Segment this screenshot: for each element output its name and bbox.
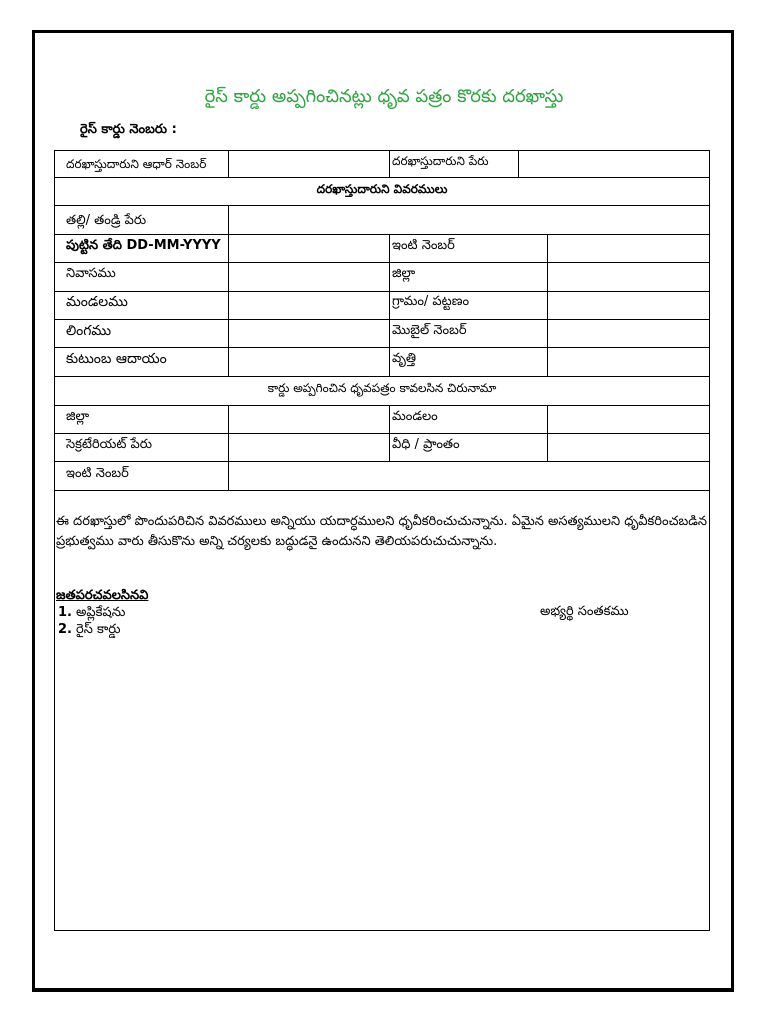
parent-name-label: తల్లి/ తండ్రి పేరు <box>66 213 147 228</box>
gender-label: లింగము <box>66 323 112 339</box>
row-divider <box>54 433 710 434</box>
declaration-text: ఈ దరఖాస్తులో పొందుపరిచిన వివరములు అన్నియు యదార్ధములని ధృవీకరించుచున్నాను. ఏమైన అసత్యములని ధృవీకరించబడిన ప్రభుత్వము వారు తీసుకొను అన్ని చర్యలకు బద్ధుడనై ఉందునని తెలియపరుచుచున్నాను. <box>56 514 707 549</box>
certificate-address-heading: కార్డు అప్పగించిన ధృవపత్రం కావలసిన చిరునామా <box>267 381 497 395</box>
row-divider <box>54 490 710 491</box>
applicant-details-heading: దరఖాస్తుదారుని వివరములు <box>316 182 448 196</box>
row-divider <box>54 205 710 206</box>
column-divider <box>518 150 519 178</box>
row-divider <box>54 234 710 235</box>
street-area-label: వీధి / ప్రాంతం <box>392 437 460 452</box>
enclosure-label: రైస్ కార్డు <box>76 622 121 637</box>
address-house-number-label: ఇంటి నెంబర్ <box>66 466 129 481</box>
residence-label: నివాసము <box>66 266 116 281</box>
column-divider <box>228 405 229 491</box>
secretariat-name-label: సెక్రటేరియట్ పేరు <box>66 437 152 452</box>
column-divider <box>228 150 229 178</box>
column-divider <box>547 234 548 377</box>
enclosure-label: అప్లికేషను <box>76 605 126 620</box>
address-district-label: జిల్లా <box>66 409 90 424</box>
mobile-number-label: మొబైల్ నెంబర్ <box>392 323 467 338</box>
enclosure-item <box>58 605 125 623</box>
applicant-signature-label: అభ్యర్థి సంతకము <box>540 604 629 619</box>
village-label: గ్రామం/ పట్టణం <box>392 294 470 309</box>
aadhar-label: దరఖాస్తుదారుని ఆధార్ నెంబర్ <box>66 157 207 171</box>
occupation-label: వృత్తి <box>392 351 417 366</box>
enclosure-number: 1. <box>58 605 72 620</box>
ration-card-number-label: రైస్ కార్డు నెంబరు : <box>80 122 177 137</box>
column-divider <box>389 234 390 377</box>
row-divider <box>54 319 710 320</box>
enclosures-heading: జతపరచవలసినవి <box>56 588 149 603</box>
row-divider <box>54 461 710 462</box>
applicant-name-label: దరఖాస్తుదారుని పేరు <box>392 154 489 168</box>
enclosure-item <box>58 622 120 640</box>
family-income-label: కుటుంబ ఆదాయం <box>66 351 167 367</box>
address-mandal-label: మండలం <box>392 409 438 424</box>
house-number-label: ఇంటి నెంబర్ <box>392 238 455 253</box>
row-divider <box>54 291 710 292</box>
row-divider <box>54 177 710 178</box>
form-title: రైస్ కార్డు అప్పగించినట్లు ధృవ పత్రం కొరకు దరఖాస్తు <box>204 86 564 107</box>
district-label: జిల్లా <box>392 266 416 281</box>
row-divider <box>54 405 710 406</box>
column-divider <box>389 150 390 178</box>
dob-label: పుట్టిన తేది DD-MM-YYYY <box>66 238 221 253</box>
mandal-label: మండలము <box>66 294 128 310</box>
row-divider <box>54 262 710 263</box>
column-divider <box>389 405 390 462</box>
row-divider <box>54 347 710 348</box>
column-divider <box>547 405 548 462</box>
row-divider <box>54 376 710 377</box>
column-divider <box>228 205 229 377</box>
enclosure-number: 2. <box>58 622 72 637</box>
